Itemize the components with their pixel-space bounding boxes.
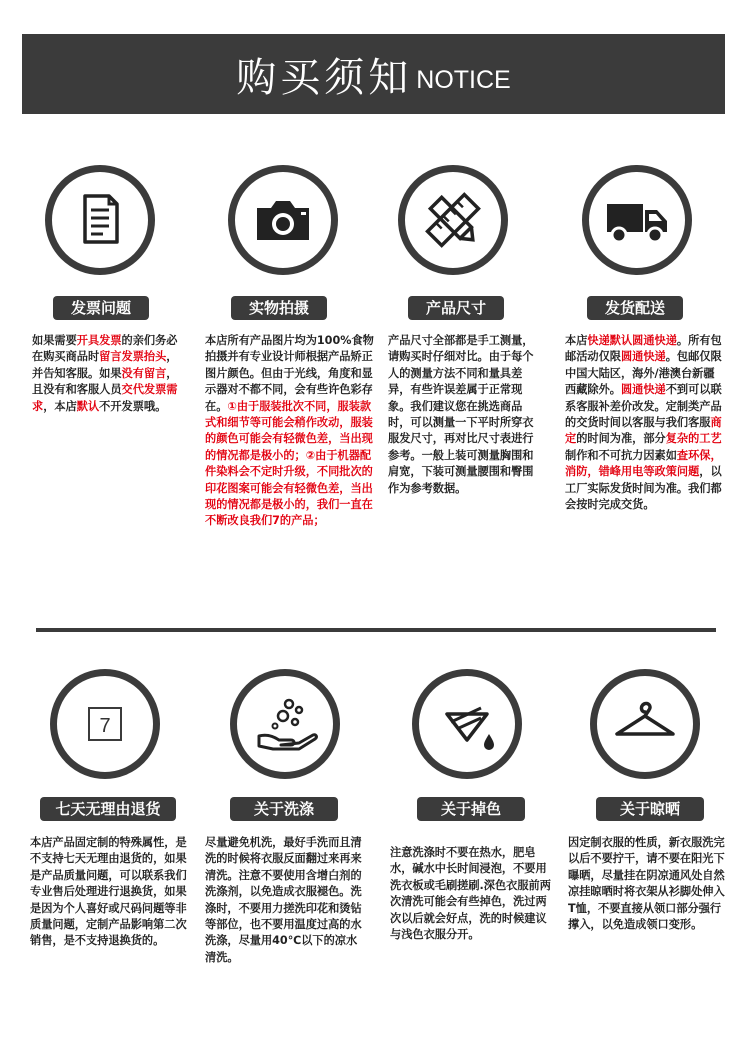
tag-drying: 关于晾晒 <box>596 797 704 821</box>
top-0-segment: 默认 <box>76 399 100 413</box>
text-washing <box>205 835 367 966</box>
text-return <box>30 835 196 950</box>
fading-paint-icon <box>412 669 522 779</box>
text-photo <box>205 333 377 530</box>
tag-fading: 关于掉色 <box>417 797 525 821</box>
top-0-segment: 不开发票哦。 <box>99 399 167 413</box>
top-3-segment: 圆通快递 <box>620 383 666 397</box>
top-3-segment: 制作和不可抗力因素如 <box>565 448 677 462</box>
tag-return: 七天无理由退货 <box>40 797 176 821</box>
tag-washing: 关于洗涤 <box>230 797 338 821</box>
bottom-1-segment: 尽量避免机洗，最好手洗而且清洗的时候将衣服反面翻过来再来清洗。注意不要使用含增白剂的洗涤剂，以免造成衣服褪色。洗涤时，不要用力搓洗印花和烫钻等部位，也不要用温度过高的水洗涤，尽量用40℃以下的凉水清洗。 <box>205 836 362 964</box>
text-size <box>388 333 540 497</box>
top-3-segment: 快递默认圆通快递 <box>587 334 677 347</box>
bottom-2-segment: 注意洗涤时不要在热水，肥皂水，碱水中长时间浸泡，不要用洗衣板或毛刷搓刷.深色衣服前两次清洗可能会有些掉色，洗过两次以后就会好点，洗的时候建议与浅色衣服分开。 <box>390 846 551 942</box>
ruler-pencil-icon <box>398 165 508 275</box>
text-fading <box>390 845 552 943</box>
top-3-segment: ，以工厂实际发货时间为准。我们都会按时完成交货。 <box>565 465 722 512</box>
tag-size: 产品尺寸 <box>408 296 504 320</box>
top-3-segment: 。所有包邮活动仅限 <box>565 334 722 364</box>
top-2-segment: 产品尺寸全部都是手工测量，请购买时仔细对比。由于每个人的测量方法不同和量具差异，有些许误差属于正常现象。我们建议您在挑选商品时，可以测量一下平时所穿衣服发尺寸，再对比尺寸表进行参考。一般上装可测量胸围和肩宽，下装可测量腰围和臀围作为参考数据。 <box>388 334 534 495</box>
top-1-segment: 本店所有产品图片均为100%食物拍摄并有专业设计师根据产品矫正图片颜色。但由于光线，角度和显示器对不都不同，会有些许色彩存在。 <box>205 334 374 413</box>
seven-day-number: 7 <box>88 707 122 741</box>
seven-day-icon <box>50 669 160 779</box>
text-shipping <box>565 333 725 513</box>
header-title-en: NOTICE <box>416 65 511 94</box>
section-divider <box>36 628 716 632</box>
top-0-segment: ，且没有和客服人员 <box>32 366 178 397</box>
top-3-segment: 商定 <box>565 416 722 446</box>
bottom-3-segment: 因定制衣服的性质，新衣服洗完以后不要拧干，请不要在阳光下曝晒，尽量挂在阴凉通风处自然凉挂晾晒时将衣架从衫脚处伸入T恤，不要直接从领口部分强行撑入，以免造成领口变形。 <box>568 836 725 932</box>
page-header <box>22 34 725 114</box>
invoice-icon <box>45 165 155 275</box>
text-invoice <box>32 333 178 415</box>
top-0-segment: 留言发票抬头 <box>99 350 167 364</box>
camera-icon <box>228 165 338 275</box>
tag-photo: 实物拍摄 <box>231 296 327 320</box>
header-title-cn: 购买须知 <box>236 54 413 101</box>
top-3-segment: 本店 <box>565 334 588 347</box>
tag-invoice: 发票问题 <box>53 296 149 320</box>
top-3-segment: 复杂的工艺 <box>665 432 722 446</box>
top-3-segment: 。包邮仅限中国大陆区，海外/港澳台新疆西藏除外。 <box>565 350 722 397</box>
top-0-segment: ，并告知客服。如果 <box>32 350 178 380</box>
top-0-segment: 开具发票 <box>76 334 122 347</box>
top-3-segment: 圆通快递 <box>620 350 666 364</box>
top-3-segment: 不到可以联系客服补差价改发。定制类产品的交货时间以客服与我们客服 <box>565 383 722 430</box>
hanger-icon <box>590 669 700 779</box>
top-0-segment: 交代发票需求 <box>32 383 178 413</box>
top-0-segment: ，本店 <box>43 399 77 413</box>
top-0-segment: 没有留言 <box>121 366 167 380</box>
top-3-segment: 查环保，消防，错峰用电等政策问题 <box>565 448 722 479</box>
top-0-segment: 如果需要 <box>32 334 77 347</box>
hand-wash-icon <box>230 669 340 779</box>
top-1-segment: ①由于服装批次不同，服装款式和细节等可能会稍作改动，服装的颜色可能会有轻微色差，当出现的情况都是极小的；②由于机器配件染料会不定时升级，不同批次的印花图案可能会有轻微色差，当出现的情况都是极小的，我们一直在不断改良我们7的产品； <box>205 399 373 528</box>
top-0-segment: 的亲们务必在购买商品时 <box>32 334 178 364</box>
tag-shipping: 发货配送 <box>587 296 683 320</box>
bottom-0-segment: 本店产品固定制的特殊属性，是不支持七天无理由退货的，如果是产品质量问题，可以联系我们专业售后处理进行退换货，如果是因为个人喜好或尺码问题等非质量问题，定制产品影响第二次销售，是不支持退换货的。 <box>30 836 187 948</box>
delivery-truck-icon <box>582 165 692 275</box>
top-3-segment: 的时间为准，部分 <box>576 432 666 446</box>
text-drying <box>568 835 726 933</box>
